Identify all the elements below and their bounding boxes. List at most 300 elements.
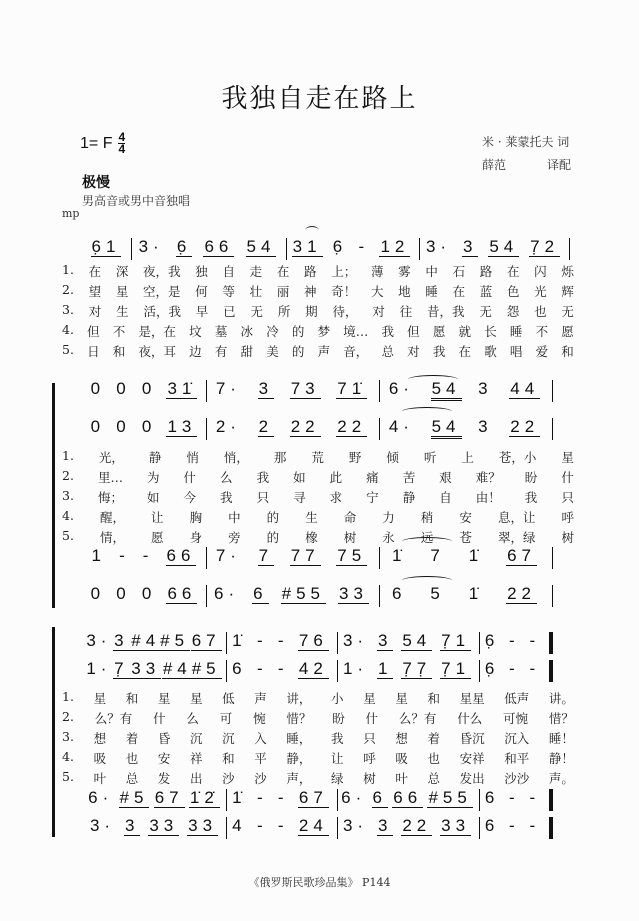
measure <box>85 789 227 811</box>
lyric-syllable: 低声 <box>504 691 530 706</box>
lyric-syllable: 唱 <box>509 344 523 359</box>
lyric-syllable: 睡， <box>286 731 312 746</box>
lyric-syllable: 和平 <box>504 751 530 766</box>
lyric-syllable: 待， <box>332 304 358 319</box>
lyric-syllable: 翠，绿 <box>497 530 536 545</box>
lyric-syllable: 2. <box>62 709 74 724</box>
lyric-syllable: 沉 <box>222 731 235 746</box>
measure <box>480 660 553 682</box>
lyric-syllable: 怨 <box>506 304 520 319</box>
lyric-syllable: 远 <box>420 530 434 545</box>
lyric-syllable: 树 <box>363 771 376 786</box>
lyric-syllable: 夜，耳 <box>138 344 176 359</box>
lyric-syllable: 在 <box>276 264 290 279</box>
note-group: 3· <box>86 631 112 650</box>
lyric-syllable: 无 <box>561 304 574 319</box>
lyric-syllable: 寻 <box>293 490 306 505</box>
lyric-syllable: 3. <box>62 488 74 503</box>
note-group: #55 <box>428 788 472 807</box>
lyric-syllable: 安 <box>459 510 472 525</box>
lyric-syllable: 睡 <box>425 284 438 299</box>
lyric-syllable: 愿 <box>151 530 164 545</box>
note-group: 3 <box>258 379 274 398</box>
lyric-syllable: 的 <box>291 344 305 359</box>
lyric-syllable: 但 <box>87 324 100 339</box>
dash-extension: - <box>277 788 289 807</box>
lyric-syllable: 的 <box>266 510 280 525</box>
lyric-syllable: 辉 <box>561 284 574 299</box>
lyric-syllable: 永 <box>382 530 395 545</box>
lyric-syllable: 对 <box>372 304 385 319</box>
note-group: 6̣ <box>176 237 192 256</box>
note-group: 1· <box>86 659 112 678</box>
note-group: 73 <box>290 379 320 398</box>
note-group: 6 <box>372 788 387 807</box>
lyric-syllable: 蓝 <box>479 284 493 299</box>
note-group: 1̇ <box>468 546 484 565</box>
lyric-syllable: 愿 <box>432 324 446 339</box>
note-group: 7 <box>258 546 274 565</box>
note-group: 0 <box>141 584 157 603</box>
lyric-syllable: 色 <box>506 284 520 299</box>
lyric-syllable: 低 <box>222 691 235 706</box>
lyric-syllable: 树 <box>561 530 574 545</box>
lyric-syllable: 由！ <box>475 490 501 505</box>
lyric-syllable: 如 <box>293 470 306 485</box>
note-group: 3 <box>478 417 493 436</box>
dash-extension: - <box>256 659 268 678</box>
measure <box>85 817 227 839</box>
lyric-syllable: 睡 <box>509 324 523 339</box>
lyric-syllable: 在 <box>458 344 472 359</box>
lyric-syllable: 星 <box>115 284 129 299</box>
lyric-syllable: 烁 <box>561 264 574 279</box>
lyric-syllable: 星星 <box>459 691 485 706</box>
lyric-syllable: 3. <box>62 729 74 744</box>
lyric-syllable: 总 <box>381 344 394 359</box>
lyric-syllable: 活，我 <box>143 304 181 319</box>
slur <box>305 226 319 235</box>
lyric-syllable: 让 <box>151 510 164 525</box>
note-group: 0 <box>90 417 106 436</box>
note-group: 66 <box>393 788 423 807</box>
lyric-syllable: 的 <box>266 530 280 545</box>
lyric-syllable: 甜 <box>240 344 254 359</box>
lyric-syllable: 盼 <box>524 470 538 485</box>
lyric-syllable: 声 <box>254 691 267 706</box>
lyric-syllable: 星 <box>189 691 203 706</box>
note-group: 1̇2̇ <box>189 788 219 807</box>
note-group: #4#5 <box>131 631 190 650</box>
dynamic-marking: mp <box>62 207 80 220</box>
note-group: 1̇ <box>468 584 484 603</box>
lyric-syllable: 但 <box>407 324 420 339</box>
note-group: 7̣1 <box>441 631 471 650</box>
lyric-syllable: 3. <box>62 302 74 317</box>
staff-line <box>85 632 553 656</box>
lyric-syllable: 有 <box>214 344 228 359</box>
lyric-syllable: 愿 <box>561 324 574 339</box>
lyric-syllable: 平 <box>254 751 267 766</box>
lyric-syllable: 薄 <box>370 264 384 279</box>
staff-line <box>85 660 553 684</box>
note-group: 3 <box>478 379 493 398</box>
lyric-syllable: 望 <box>88 284 102 299</box>
lyric-syllable: 为 <box>146 470 160 485</box>
lyric-syllable: 情， <box>99 530 125 545</box>
lyric-syllable: 和 <box>561 344 574 359</box>
note-group: 3· <box>425 237 452 256</box>
lyric-syllable: 树 <box>343 530 357 545</box>
note-group: 5 <box>430 584 445 603</box>
lyric-syllable: 声。 <box>548 771 574 786</box>
lyric-syllable: 石 <box>452 264 466 279</box>
lyric-syllable: 小 <box>331 691 344 706</box>
lyric-syllable: 什 <box>561 470 574 485</box>
note-group: 54 <box>431 380 462 401</box>
lyric-line <box>62 448 574 466</box>
note-group: 3· <box>138 237 164 256</box>
lyric-syllable: 长 <box>484 324 497 339</box>
dash-extension: - <box>119 546 130 565</box>
lyric-syllable: 盼 <box>332 711 345 726</box>
lyric-syllable: 总 <box>125 771 139 786</box>
lyric-syllable: 身 <box>189 530 203 545</box>
note-group: 1̇ <box>232 788 247 807</box>
note-group: 66 <box>204 237 234 256</box>
lyric-syllable: 夜，我 <box>143 264 181 279</box>
note-group: 33 <box>339 584 368 603</box>
lyric-syllable: 5. <box>62 342 74 357</box>
lyric-syllable: 4. <box>62 749 74 764</box>
note-group: 66 <box>166 546 196 565</box>
measure <box>85 418 207 440</box>
lyric-syllable: 走 <box>249 264 263 279</box>
lyric-syllable: 中 <box>228 510 241 525</box>
staff-line <box>85 789 553 813</box>
time-signature <box>118 132 125 155</box>
note-group: 3· <box>342 631 369 650</box>
dash-extension: - <box>509 659 520 678</box>
note-group: 6 <box>484 788 500 807</box>
lyric-syllable: 悄 <box>186 450 199 465</box>
lyric-syllable: 求 <box>329 490 343 505</box>
lyric-line <box>62 508 574 526</box>
key-label: 1= F <box>80 134 113 152</box>
lyric-syllable: 在 <box>506 264 520 279</box>
lyric-syllable: 声， <box>286 771 312 786</box>
lyric-syllable: 日 <box>87 344 100 359</box>
lyric-syllable: 5. <box>62 528 74 543</box>
lyric-syllable: 深 <box>115 264 129 279</box>
measure <box>420 238 570 260</box>
note-group: 1̇ <box>391 546 407 565</box>
lyric-syllable: 星 <box>363 691 376 706</box>
lyric-syllable: 宁 <box>366 490 379 505</box>
lyric-syllable: 荒 <box>311 450 324 465</box>
lyric-syllable: 么？有 <box>94 711 133 726</box>
lyric-syllable: 对 <box>407 344 420 359</box>
song-title: 我独自走在路上 <box>221 84 418 114</box>
lyric-syllable: 就 <box>458 324 472 339</box>
lyric-syllable: 如 <box>146 490 160 505</box>
lyric-syllable: 静！ <box>548 751 574 766</box>
lyric-syllable: 1. <box>62 689 74 704</box>
note-group: 67 <box>298 788 328 807</box>
lyric-syllable: 往 <box>399 304 413 319</box>
lyric-syllable: 呼 <box>363 751 376 766</box>
dash-extension: - <box>358 237 370 256</box>
note-group: 1 <box>91 546 106 565</box>
note-group: 22 <box>510 417 540 436</box>
note-group: 77 <box>290 546 320 565</box>
measure <box>85 660 227 682</box>
lyric-syllable: 我 <box>220 490 233 505</box>
dash-extension: - <box>142 546 154 565</box>
lyric-syllable: 么 <box>220 470 233 485</box>
note-group: #5 <box>119 788 149 807</box>
lyric-syllable: 不 <box>535 324 549 339</box>
lyric-syllable: 是，在 <box>138 324 176 339</box>
note-group: 0 <box>116 379 131 398</box>
lyric-syllable: 睡！ <box>548 731 574 746</box>
lyric-syllable: 4. <box>62 322 74 337</box>
lyric-syllable: 大 <box>370 284 384 299</box>
dash-extension: - <box>277 659 289 678</box>
note-group: 31̇ <box>167 379 197 398</box>
lyric-syllable: 路 <box>479 264 493 279</box>
note-group: 1 <box>377 659 393 678</box>
measure <box>380 547 553 569</box>
lyric-syllable: 边 <box>189 344 202 359</box>
note-group: 2· <box>215 417 241 436</box>
lyric-syllable: 痛 <box>366 470 379 485</box>
lyric-syllable: 苦 <box>402 470 416 485</box>
lyric-syllable: 雾 <box>398 264 411 279</box>
lyric-syllable: 上 <box>461 450 474 465</box>
lyric-syllable: 旁 <box>228 530 241 545</box>
lyric-syllable: 中 <box>425 264 438 279</box>
lyric-syllable: 苍 <box>459 530 472 545</box>
lyric-syllable: 只 <box>561 490 574 505</box>
lyric-syllable: 冰 <box>240 324 254 339</box>
lyric-syllable: 昏沉 <box>459 731 485 746</box>
measure <box>227 817 338 839</box>
lyric-syllable: 力 <box>382 510 395 525</box>
lyric-syllable: 么？有 <box>398 711 437 726</box>
note-group: 7̣ <box>114 659 129 678</box>
note-group: 7̣7̣ <box>402 659 432 678</box>
measure <box>207 418 380 440</box>
note-group: 12 <box>380 237 410 256</box>
note-group: 22 <box>290 417 320 436</box>
lyric-line <box>62 342 574 360</box>
lyric-syllable: 生 <box>305 510 318 525</box>
measure <box>380 418 553 440</box>
lyric-syllable: 丽 <box>276 284 290 299</box>
lyric-syllable: 叶 <box>395 771 408 786</box>
lyric-syllable: 奇！ <box>331 284 357 299</box>
note-group: 31 <box>292 237 322 256</box>
lyric-syllable: 听 <box>423 450 437 465</box>
note-group: 6· <box>341 788 367 807</box>
dash-extension: - <box>529 788 541 807</box>
note-group: 24 <box>298 816 328 835</box>
lyric-syllable: 星 <box>395 691 408 706</box>
note-group: 54 <box>431 418 462 439</box>
lyric-syllable: 早 <box>195 304 209 319</box>
tempo-marking: 极慢 <box>82 174 110 190</box>
dash-extension: - <box>509 788 520 807</box>
note-group: 13 <box>167 417 197 436</box>
note-group: 22 <box>337 417 367 436</box>
note-group: 3 <box>124 816 140 835</box>
slur <box>402 407 452 416</box>
lyric-syllable: 所 <box>277 304 291 319</box>
note-group: 3 <box>377 631 393 650</box>
lyric-syllable: 里… <box>97 470 123 485</box>
note-group: 3· <box>342 816 369 835</box>
dash-extension: - <box>256 631 268 650</box>
lyric-syllable: 什 <box>365 711 379 726</box>
lyric-syllable: 安 <box>157 751 171 766</box>
staff-line <box>85 238 570 262</box>
lyric-syllable: 闪 <box>534 264 547 279</box>
lyric-syllable: 发出 <box>459 771 485 786</box>
note-group: 7 <box>430 546 445 565</box>
lyric-syllable: 只 <box>363 731 376 746</box>
lyric-syllable: 昏 <box>157 731 171 746</box>
lyric-syllable: 何 <box>195 284 208 299</box>
lyric-syllable: 什 <box>183 470 197 485</box>
note-group: 66 <box>167 584 197 603</box>
note-group: 3 <box>114 631 129 650</box>
lyric-syllable: 静 <box>402 490 416 505</box>
measure <box>85 632 227 654</box>
measure <box>338 789 480 811</box>
note-group: 22 <box>402 816 432 835</box>
note-group: 6̣ <box>332 237 348 256</box>
lyric-syllable: 2. <box>62 468 74 483</box>
measure <box>207 380 380 402</box>
system-brace <box>52 383 55 608</box>
translator-name: 薛范 <box>482 158 507 172</box>
note-group: 44 <box>510 379 540 398</box>
measure <box>227 789 338 811</box>
lyric-syllable: 静 <box>148 450 162 465</box>
lyric-syllable: 叶 <box>93 771 107 786</box>
key-signature <box>80 132 125 155</box>
lyric-syllable: 生 <box>116 304 129 319</box>
lyric-line <box>62 488 574 506</box>
lyric-line <box>62 769 574 787</box>
measure <box>338 632 480 654</box>
lyric-syllable: 吸 <box>93 751 107 766</box>
lyric-syllable: 绿 <box>331 771 344 786</box>
note-group: 75 <box>337 546 367 565</box>
lyric-syllable: 和 <box>222 751 235 766</box>
lyric-syllable: 那 <box>273 450 287 465</box>
note-group: 0 <box>141 417 157 436</box>
lyric-syllable: 爱 <box>535 344 549 359</box>
note-group: 22 <box>507 584 536 603</box>
lyric-syllable: 此 <box>329 470 343 485</box>
note-group: 54 <box>489 237 519 256</box>
lyric-syllable: 在 <box>452 284 466 299</box>
lyric-syllable: 息，让 <box>497 510 536 525</box>
note-group: 0 <box>141 379 157 398</box>
lyric-syllable: 空，是 <box>143 284 181 299</box>
lyric-syllable: 着 <box>427 731 440 746</box>
lyric-syllable: 着 <box>125 731 139 746</box>
note-group: 6 <box>232 659 247 678</box>
lyric-syllable: 沙 <box>254 771 267 786</box>
lyric-syllable: 路 <box>304 264 317 279</box>
measure <box>338 660 480 682</box>
dash-extension: - <box>256 816 268 835</box>
lyric-syllable: 沉 <box>189 731 203 746</box>
lyric-syllable: 对 <box>88 304 102 319</box>
lyric-syllable: 地 <box>398 284 411 299</box>
lyric-syllable: 自 <box>439 490 452 505</box>
dash-extension: - <box>529 631 541 650</box>
note-group: 6̣ <box>484 631 500 650</box>
note-group: 6· <box>388 379 414 398</box>
time-top: 4 <box>118 130 126 144</box>
note-group: 67 <box>507 546 536 565</box>
lyric-syllable: 想 <box>395 731 408 746</box>
lyric-syllable: 歌 <box>484 344 497 359</box>
note-group: 3 <box>462 237 478 256</box>
note-group: 33 <box>149 816 179 835</box>
lyric-syllable: 我 <box>432 344 446 359</box>
staff-line <box>85 380 553 404</box>
note-group: 6· <box>214 584 240 603</box>
lyric-syllable: 也 <box>427 751 440 766</box>
dash-extension: - <box>529 816 541 835</box>
note-group: 7̣1 <box>441 659 471 678</box>
lyric-syllable: 和 <box>427 691 440 706</box>
lyric-syllable: 我 <box>381 324 394 339</box>
measure <box>85 238 132 260</box>
lyric-syllable: 光 <box>534 284 547 299</box>
lyric-syllable: 讲。 <box>548 691 574 706</box>
lyric-syllable: 苍，小 <box>498 450 537 465</box>
lyric-syllable: 也 <box>125 751 139 766</box>
lyric-syllable: 梦 <box>317 324 331 339</box>
dash-extension: - <box>509 816 520 835</box>
measure <box>85 547 207 569</box>
translator-role: 译配 <box>547 158 572 172</box>
measure <box>85 380 207 402</box>
lyric-syllable: 可惋 <box>503 711 529 726</box>
lyric-syllable: 我 <box>256 470 270 485</box>
lyric-syllable: 星 <box>93 691 107 706</box>
note-group: 67 <box>191 631 221 650</box>
staff-line <box>85 817 553 841</box>
lyric-syllable: 墓 <box>214 324 228 339</box>
lyric-syllable: 醒， <box>99 510 125 525</box>
lyric-syllable: 讲， <box>286 691 312 706</box>
lyric-syllable: 野 <box>348 450 362 465</box>
lyric-syllable: 上； <box>331 264 357 279</box>
measure <box>480 632 553 654</box>
note-group: 4 <box>232 816 247 835</box>
lyric-syllable: 胸 <box>189 510 203 525</box>
lyric-syllable: 让 <box>331 751 344 766</box>
lyric-syllable: 和 <box>125 691 139 706</box>
note-group: #4#5 <box>162 659 221 678</box>
